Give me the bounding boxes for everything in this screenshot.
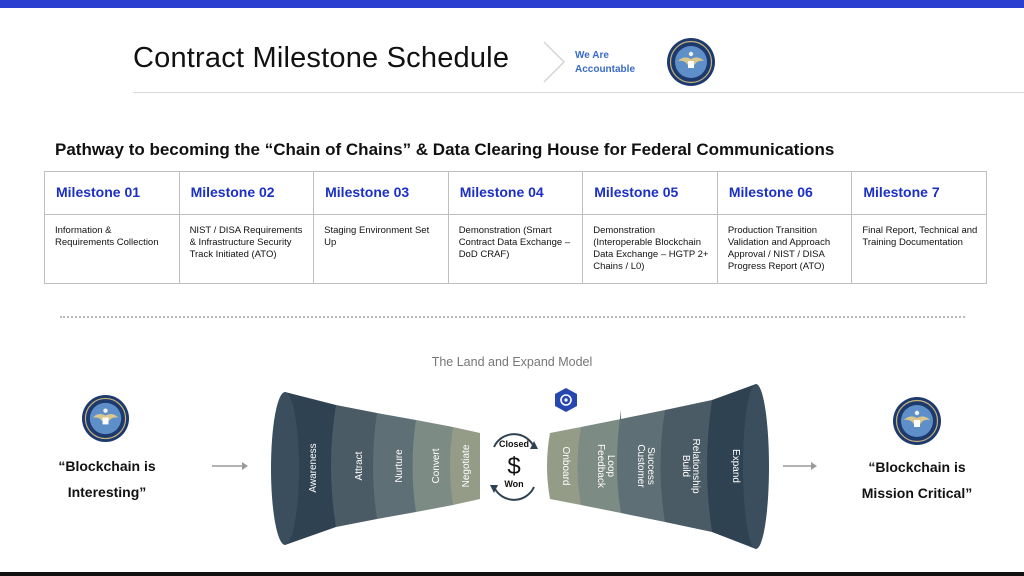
tagline-line2: Accountable — [575, 64, 636, 75]
stage-label-success: Success — [645, 447, 656, 485]
stage-label-relationship: Relationship — [690, 438, 701, 494]
milestone-description: Staging Environment Set Up — [314, 215, 449, 284]
right-arrow-icon — [783, 462, 817, 470]
stage-label-attract: Attract — [354, 451, 365, 481]
milestone-description: NIST / DISA Requirements & Infrastructure Security Track Initiated (ATO) — [179, 215, 314, 284]
milestone-heading: Milestone 06 — [717, 172, 852, 215]
tagline-line1: We Are — [575, 50, 609, 61]
funnel-rim — [271, 392, 299, 545]
stage-label-customer: Customer — [635, 444, 646, 488]
closed-won-cycle — [490, 434, 538, 500]
quote-right-line2: Mission Critical” — [861, 485, 973, 501]
quote-right-line1: “Blockchain is — [868, 459, 966, 475]
dollar-icon: $ — [507, 453, 521, 480]
right-arrow-icon — [212, 462, 248, 470]
stage-label-onboard: Onboard — [560, 446, 571, 486]
model-title-text: The Land and Expand Model — [431, 355, 593, 369]
stage-label-nurture: Nurture — [394, 449, 405, 483]
quote-left-line1: “Blockchain is — [58, 458, 156, 474]
milestone-description: Final Report, Technical and Training Documentation — [852, 215, 987, 284]
milestone-heading: Milestone 05 — [583, 172, 718, 215]
closed-label: Closed — [498, 439, 530, 449]
milestone-heading: Milestone 01 — [45, 172, 180, 215]
funnel-rim — [743, 384, 769, 549]
land-funnel — [271, 392, 480, 545]
stage-label-convert: Convert — [431, 448, 442, 484]
stage-label-negotiate: Negotiate — [461, 444, 472, 488]
milestone-description: Demonstration (Interoperable Blockchain Data Exchange – HGTP 2+ Chains / L0) — [583, 215, 718, 284]
bottom-bar — [0, 572, 1024, 576]
stage-label-awareness: Awareness — [308, 443, 319, 493]
won-label: Won — [504, 479, 524, 489]
milestone-heading: Milestone 02 — [179, 172, 314, 215]
stage-label-feedback: Feedback — [595, 444, 606, 488]
hexagon-network-icon — [555, 388, 577, 412]
milestone-heading: Milestone 04 — [448, 172, 583, 215]
stage-label-expand: Expand — [730, 449, 741, 483]
milestone-description: Production Transition Validation and Approach Approval / NIST / DISA Progress Report (ATO) — [717, 215, 852, 284]
stage-label-build: Build — [680, 454, 691, 478]
milestone-heading: Milestone 7 — [852, 172, 987, 215]
milestone-heading: Milestone 03 — [314, 172, 449, 215]
milestone-description: Information & Requirements Collection — [45, 215, 180, 284]
stage-label-loop: Loop — [605, 454, 616, 478]
milestone-description: Demonstration (Smart Contract Data Exchange – DoD CRAF) — [448, 215, 583, 284]
quote-left-line2: Interesting” — [67, 484, 147, 500]
pathway-title: Pathway to becoming the “Chain of Chains” & Data Clearing House for Federal Communications — [55, 140, 835, 159]
page-title: Contract Milestone Schedule — [133, 42, 510, 74]
